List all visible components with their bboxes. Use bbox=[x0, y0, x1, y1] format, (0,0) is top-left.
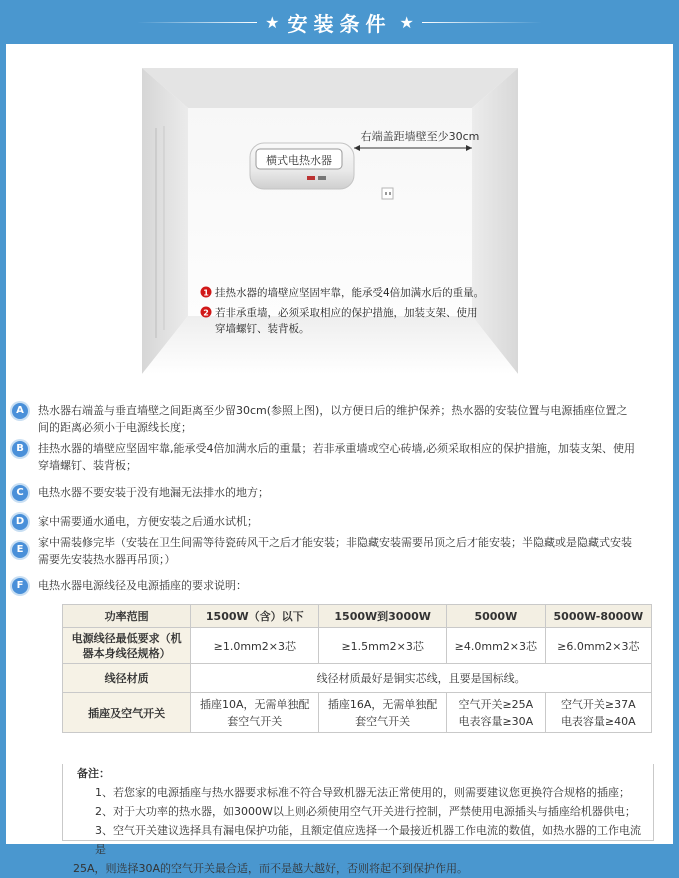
table-row bbox=[63, 664, 652, 693]
badge-f-icon: F bbox=[12, 578, 28, 594]
table-cell bbox=[545, 693, 651, 733]
item-text: 家中需要通水通电，方便安装之后通水试机； bbox=[38, 515, 258, 528]
item-text: 挂热水器的墙壁应坚固牢靠,能承受4倍加满水后的重量；若非承重墙或空心砖墙,必须采取相应的保护措施，加装支架、使用 bbox=[38, 442, 635, 455]
list-item bbox=[16, 440, 658, 474]
table-cell bbox=[191, 693, 319, 733]
star-icon: ★ bbox=[265, 12, 280, 32]
cell-line: 电表容量≥40A bbox=[560, 714, 636, 728]
remark-line: 25A，则选择30A的空气开关最合适，而不是越大越好，否则将起不到保护作用。 bbox=[73, 862, 469, 875]
list-item bbox=[16, 402, 658, 436]
badge-e-icon: E bbox=[12, 542, 28, 558]
cell-line: 空气开关≥25A bbox=[458, 697, 534, 711]
table-cell: 线径材质最好是铜实芯线，且要是国标线。 bbox=[191, 664, 652, 693]
row-label: 线径材质 bbox=[63, 664, 191, 693]
row-label: 插座及空气开关 bbox=[63, 693, 191, 733]
floor bbox=[142, 316, 518, 374]
list-item bbox=[15, 513, 658, 530]
remarks-box bbox=[62, 764, 654, 875]
note-number: 2 bbox=[203, 308, 209, 318]
list-item bbox=[16, 484, 658, 501]
note-number: 1 bbox=[203, 288, 209, 298]
heater-label: 横式电热水器 bbox=[266, 154, 332, 167]
distance-label: 右端盖距墙壁至少30cm bbox=[360, 130, 480, 143]
item-text: 需要先安装热水器再吊顶；） bbox=[38, 553, 176, 566]
column-header: 5000W-8000W bbox=[545, 605, 651, 628]
table-header-row bbox=[63, 605, 652, 628]
remark-line: 2、对于大功率的热水器，如3000W以上则必须使用空气开关进行控制，严禁使用电源插头与插座给机器供电； bbox=[95, 805, 636, 818]
power-spec-table bbox=[62, 604, 652, 733]
item-text: 热水器右端盖与垂直墙壁之间距离至少留30cm(参照上图)，以方便日后的维护保养；热水器的安装位置与电源插座位置之 bbox=[38, 404, 628, 417]
table-cell: ≥1.0mm2×3芯 bbox=[191, 628, 319, 664]
diagram-note-1: 挂热水器的墙壁应坚固牢靠，能承受4倍加满水后的重量。 bbox=[215, 287, 485, 299]
table-cell: ≥1.5mm2×3芯 bbox=[319, 628, 447, 664]
remark-line: 1、若您家的电源插座与热水器要求标准不符合导致机器无法正常使用的，则需要建议您更换符合规格的插座； bbox=[95, 786, 630, 799]
ceiling bbox=[142, 68, 518, 108]
header-rule-right bbox=[422, 22, 542, 23]
badge-c-icon: C bbox=[12, 485, 28, 501]
star-icon: ★ bbox=[399, 12, 414, 32]
row-label bbox=[63, 628, 191, 664]
item-text: 穿墙螺钉、装背板； bbox=[38, 459, 137, 472]
list-item bbox=[16, 577, 658, 594]
item-text: 电热水器电源线径及电源插座的要求说明： bbox=[38, 579, 247, 592]
badge-a-icon: A bbox=[12, 403, 28, 419]
table-cell: ≥4.0mm2×3芯 bbox=[447, 628, 546, 664]
remarks-title: 备注： bbox=[77, 767, 110, 780]
cell-line: 空气开关≥37A bbox=[560, 697, 636, 711]
column-header: 1500W到3000W bbox=[319, 605, 447, 628]
cell-line: 插座10A，无需单独配 bbox=[200, 697, 310, 711]
item-text: 家中需装修完毕（安装在卫生间需等待瓷砖风干之后才能安装；非隐藏安装需要吊顶之后才能安装；半隐藏或是隐藏式安装 bbox=[38, 536, 632, 549]
column-header: 功率范围 bbox=[63, 605, 191, 628]
row-label-line: 器本身线径规格） bbox=[82, 646, 171, 660]
column-header: 5000W bbox=[447, 605, 546, 628]
column-header: 1500W（含）以下 bbox=[191, 605, 319, 628]
list-item bbox=[16, 534, 658, 568]
section-header bbox=[0, 0, 679, 44]
section-title: 安装条件 bbox=[287, 11, 392, 36]
table-cell bbox=[319, 693, 447, 733]
badge-b-icon: B bbox=[12, 441, 28, 457]
water-heater bbox=[250, 143, 354, 189]
diagram-note-2-line2: 穿墙螺钉、装背板。 bbox=[215, 323, 310, 335]
content-panel bbox=[6, 44, 673, 875]
table-row bbox=[63, 628, 652, 664]
cell-line: 套空气开关 bbox=[355, 714, 411, 728]
header-rule-left bbox=[137, 22, 257, 23]
row-label-line: 电源线径最低要求（机 bbox=[71, 631, 182, 645]
power-socket-icon bbox=[382, 188, 393, 199]
cell-line: 电表容量≥30A bbox=[458, 714, 534, 728]
badge-d-icon: D bbox=[12, 514, 28, 530]
item-text: 电热水器不要安装于没有地漏无法排水的地方； bbox=[38, 486, 269, 499]
table-cell: ≥6.0mm2×3芯 bbox=[545, 628, 651, 664]
cell-line: 插座16A，无需单独配 bbox=[327, 697, 438, 711]
remark-line: 3、空气开关建议选择具有漏电保护功能，且额定值应选择一个最接近机器工作电流的数值，如热水器的工作电流是 bbox=[95, 824, 641, 856]
table-cell bbox=[447, 693, 546, 733]
table-row bbox=[63, 693, 652, 733]
cell-line: 套空气开关 bbox=[227, 714, 283, 728]
installation-diagram bbox=[142, 68, 518, 374]
item-text: 间的距离必须小于电源线长度； bbox=[38, 421, 192, 434]
diagram-note-2-line1: 若非承重墙，必须采取相应的保护措施，加装支架、使用 bbox=[215, 307, 478, 319]
